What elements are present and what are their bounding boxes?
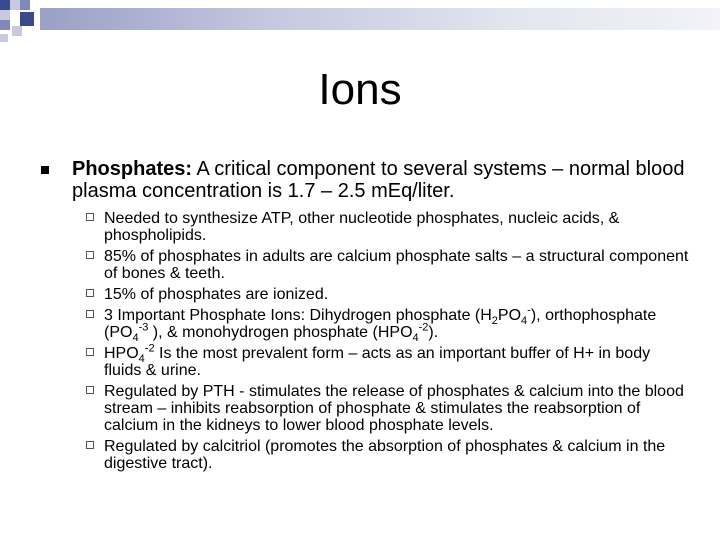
checkbox-bullet-icon bbox=[86, 310, 94, 318]
list-item bbox=[40, 438, 690, 472]
deco-square bbox=[10, 0, 20, 10]
checkbox-bullet-icon bbox=[86, 348, 94, 356]
square-bullet-icon bbox=[41, 166, 49, 174]
list-item bbox=[40, 383, 690, 434]
sub-bullet-text: 3 Important Phosphate Ions: Dihydrogen phosphate $(H_2PO_4^-)$, orthophosphate ($PO_4^{-3}$ ), & monohydrogen phosphate $(HPO_4^{-2})$. bbox=[104, 304, 657, 345]
header-decoration bbox=[0, 0, 720, 50]
sub-bullet-text: 15% of phosphates are ionized. bbox=[104, 286, 329, 303]
sub-bullet-list bbox=[40, 210, 690, 472]
deco-square bbox=[0, 10, 10, 20]
deco-square bbox=[0, 20, 10, 30]
main-bullet-label: Phosphates: bbox=[72, 158, 193, 180]
slide-title: Ions bbox=[318, 65, 402, 114]
deco-square bbox=[10, 10, 20, 20]
list-item bbox=[40, 210, 690, 244]
header-gradient-bar bbox=[40, 8, 720, 30]
checkbox-bullet-icon bbox=[86, 441, 94, 449]
sub-bullet-text: 85% of phosphates in adults are calcium phosphate salts – a structural component of bones & teeth. bbox=[104, 248, 689, 282]
sub-bullet-text: Regulated by PTH - stimulates the release of phosphates & calcium into the blood stream – inhibits reabsorption of phosphate & stimulates the reabsorption of calcium in the kidneys to lower blood phosphate levels. bbox=[104, 383, 684, 434]
deco-square bbox=[12, 26, 22, 36]
list-item bbox=[40, 342, 690, 379]
checkbox-bullet-icon bbox=[86, 386, 94, 394]
checkbox-bullet-icon bbox=[86, 213, 94, 221]
deco-square bbox=[0, 34, 8, 42]
slide-content bbox=[40, 158, 690, 476]
deco-square bbox=[20, 12, 34, 26]
main-bullet bbox=[40, 158, 690, 202]
list-item bbox=[40, 304, 690, 345]
deco-square bbox=[0, 0, 10, 10]
list-item bbox=[40, 248, 690, 282]
sub-bullet-text: Regulated by calcitriol (promotes the absorption of phosphates & calcium in the digestive tract). bbox=[104, 438, 666, 472]
sub-bullet-text: $HPO_4^{-2}$ Is the most prevalent form – acts as an important buffer of H+ in body fluids & urine. bbox=[104, 342, 651, 379]
main-bullet-text: A critical component to several systems – normal blood plasma concentration is 1.7 – 2.5 mEq/liter. bbox=[72, 158, 685, 202]
checkbox-bullet-icon bbox=[86, 251, 94, 259]
deco-square bbox=[20, 0, 30, 10]
list-item bbox=[40, 286, 690, 303]
checkbox-bullet-icon bbox=[86, 289, 94, 297]
sub-bullet-text: Needed to synthesize ATP, other nucleotide phosphates, nucleic acids, & phospholipids. bbox=[104, 210, 620, 244]
